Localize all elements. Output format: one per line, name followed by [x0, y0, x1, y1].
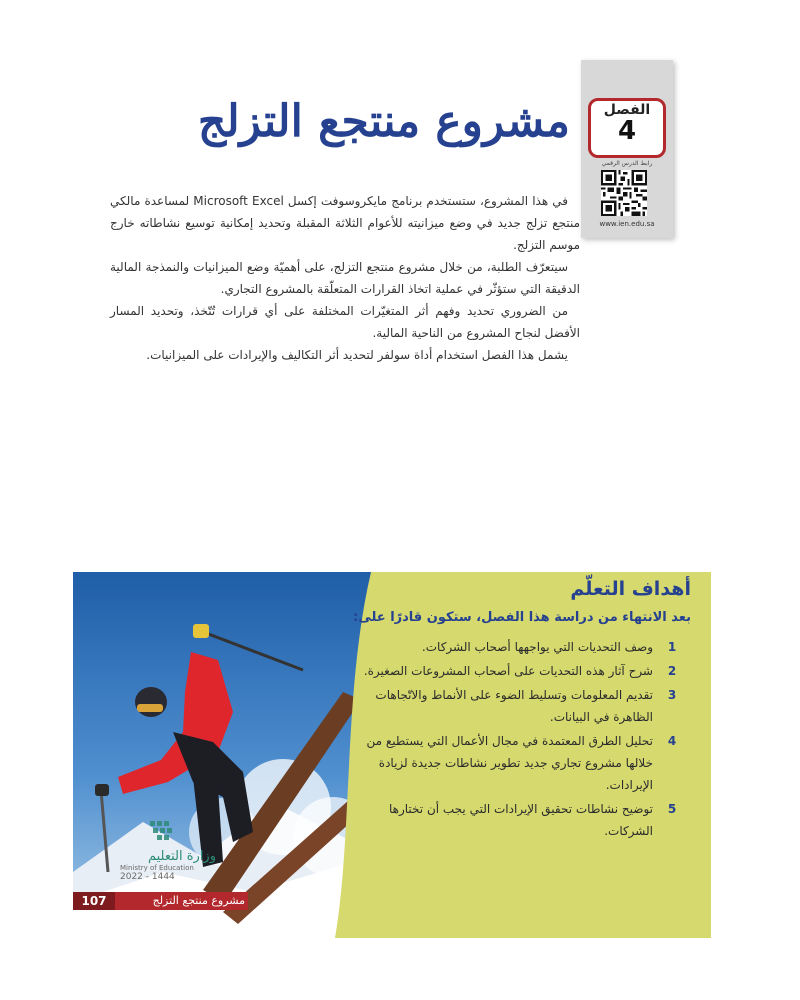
ministry-logo: [120, 819, 240, 882]
chapter-badge: [588, 98, 666, 158]
goal-item: [361, 660, 691, 682]
footer-title: مشروع منتجع التزلج: [152, 894, 245, 907]
goal-text: تحليل الطرق المعتمدة في مجال الأعمال التي يستطيع من خلالها مشروع تجاري جديد تطوير نشاطات جديدة لزيادة الإيرادات.: [366, 734, 653, 792]
goal-number: 1: [667, 640, 677, 654]
ministry-emblem-icon: [120, 819, 180, 845]
intro-paragraph: يشمل هذا الفصل استخدام أداة سولفر لتحديد أثر التكاليف والإيرادات على الميزانيات.: [146, 348, 568, 362]
goals-subtitle: بعد الانتهاء من دراسة هذا الفصل، ستكون قادرًا على:: [353, 610, 691, 625]
goal-number: 3: [667, 688, 677, 702]
qr-code-icon[interactable]: [601, 170, 647, 216]
goal-number: 2: [667, 664, 677, 678]
page-title: مشروع منتجع التزلج: [197, 96, 570, 147]
chapter-tab: [581, 60, 673, 238]
page-footer: [73, 892, 248, 910]
goal-text: شرح آثار هذه التحديات على أصحاب المشروعات الصغيرة.: [363, 664, 653, 678]
chapter-label: الفصل: [603, 102, 651, 118]
goal-text: تقديم المعلومات وتسليط الضوء على الأنماط والاتّجاهات الظاهرة في البيانات.: [375, 688, 653, 724]
learning-goals-panel: [73, 572, 711, 938]
goal-text: وصف التحديات التي يواجهها أصحاب الشركات.: [421, 640, 653, 654]
ministry-name-english: Ministry of Education: [120, 864, 194, 872]
goal-item: [361, 730, 691, 796]
intro-paragraph: في هذا المشروع، ستستخدم برنامج مايكروسوفت إكسل Microsoft Excel لمساعدة مالكي منتجع تزلج جديد في وضع ميزانيته للأعوام الثلاثة المقبلة وتحديد إمكانية توسيع نشاطاته خارج موسم التزلج.: [110, 194, 580, 252]
ministry-name-arabic: وزارة التعليم: [147, 849, 216, 864]
chapter-number: 4: [617, 116, 637, 146]
goals-list: [361, 636, 691, 844]
goal-item: [361, 798, 691, 842]
ministry-year: 2022 - 1444: [120, 872, 175, 882]
intro-paragraph: سيتعرّف الطلبة، من خلال مشروع منتجع التزلج، على أهميّة وضع الميزانيات والنمذجة المالية الدقيقة التي ستؤثّر في عملية اتخاذ القرارات المتعلّقة بالمشروع التجاري.: [110, 260, 580, 296]
goal-number: 5: [667, 802, 677, 816]
intro-text: [110, 190, 580, 366]
goal-text: توضيح نشاطات تحقيق الإيرادات التي يجب أن تختارها الشركات.: [388, 802, 653, 838]
goals-title: أهداف التعلّم: [570, 578, 691, 600]
intro-paragraph: من الضروري تحديد وفهم أثر المتغيّرات المختلفة على أي قرارات تُتّخذ، وتحديد المسار الأفضل لنجاح المشروع من الناحية المالية.: [110, 304, 580, 340]
goal-item: [361, 684, 691, 728]
digital-link-label: رابط الدرس الرقمي: [601, 160, 653, 167]
website-label: www.ien.edu.sa: [599, 220, 655, 228]
page-number: 107: [73, 892, 115, 910]
goal-item: [361, 636, 691, 658]
goal-number: 4: [667, 734, 677, 748]
